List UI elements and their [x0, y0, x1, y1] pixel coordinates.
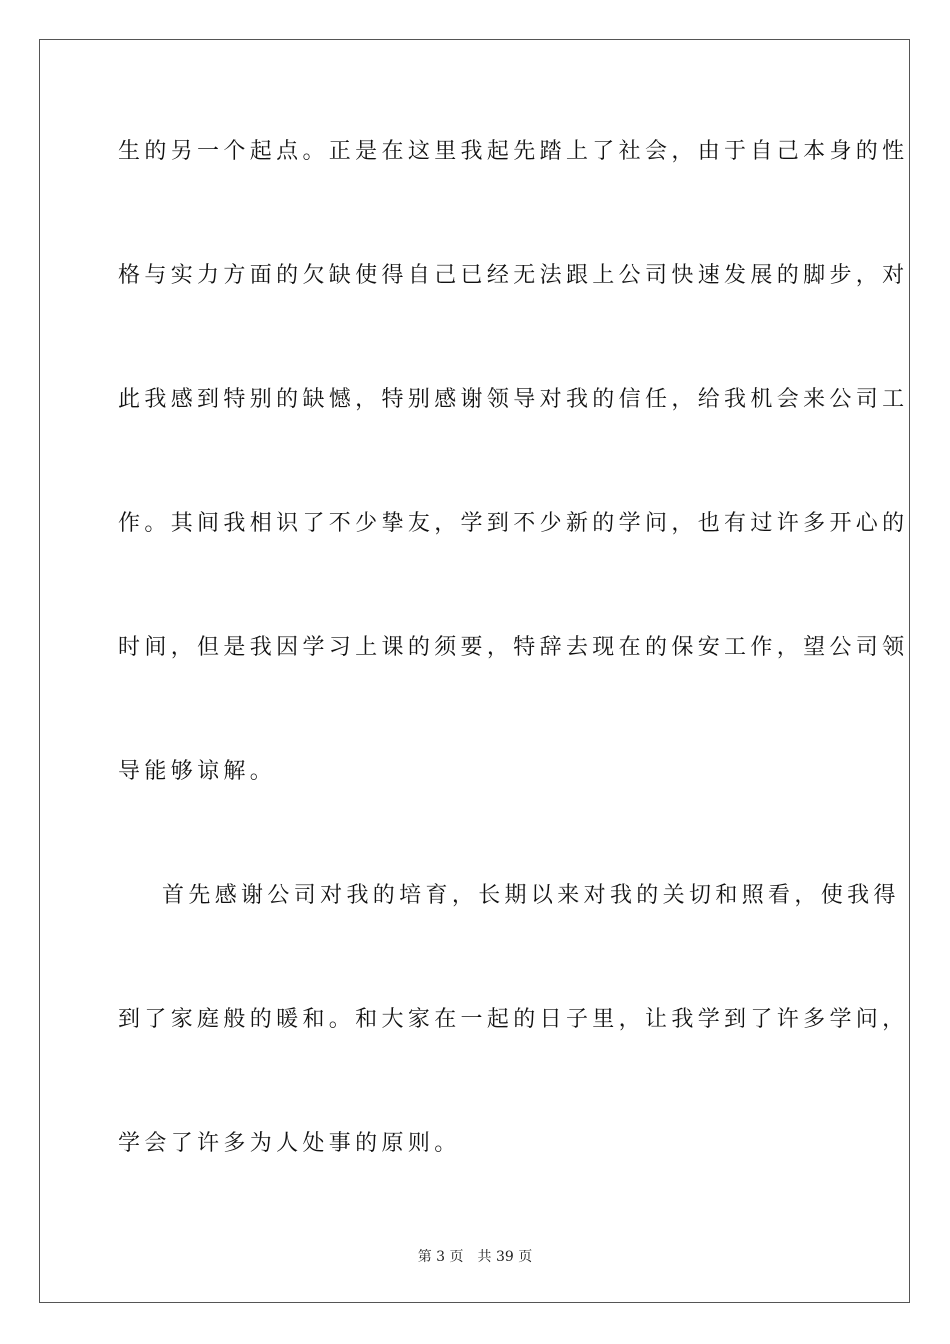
page-frame [39, 39, 910, 1303]
text-line: 学会了许多为人处事的原则。 [118, 1131, 461, 1156]
text-line: 到了家庭般的暖和。和大家在一起的日子里，让我学到了许多学问， [118, 1007, 909, 1032]
text-line: 首先感谢公司对我的培育，长期以来对我的关切和照看，使我得 [162, 883, 900, 908]
text-line: 时间，但是我因学习上课的须要，特辞去现在的保安工作，望公司领 [118, 635, 909, 660]
text-line: 导能够谅解。 [118, 759, 277, 784]
text-line: 格与实力方面的欠缺使得自己已经无法跟上公司快速发展的脚步，对 [118, 263, 909, 288]
text-line: 此我感到特别的缺憾，特别感谢领导对我的信任，给我机会来公司工 [118, 387, 909, 412]
text-line: 生的另一个起点。正是在这里我起先踏上了社会，由于自己本身的性 [118, 139, 909, 164]
text-line: 作。其间我相识了不少挚友，学到不少新的学问，也有过许多开心的 [118, 511, 909, 536]
page-number: 第 3 页 共 39 页 [417, 1249, 533, 1265]
